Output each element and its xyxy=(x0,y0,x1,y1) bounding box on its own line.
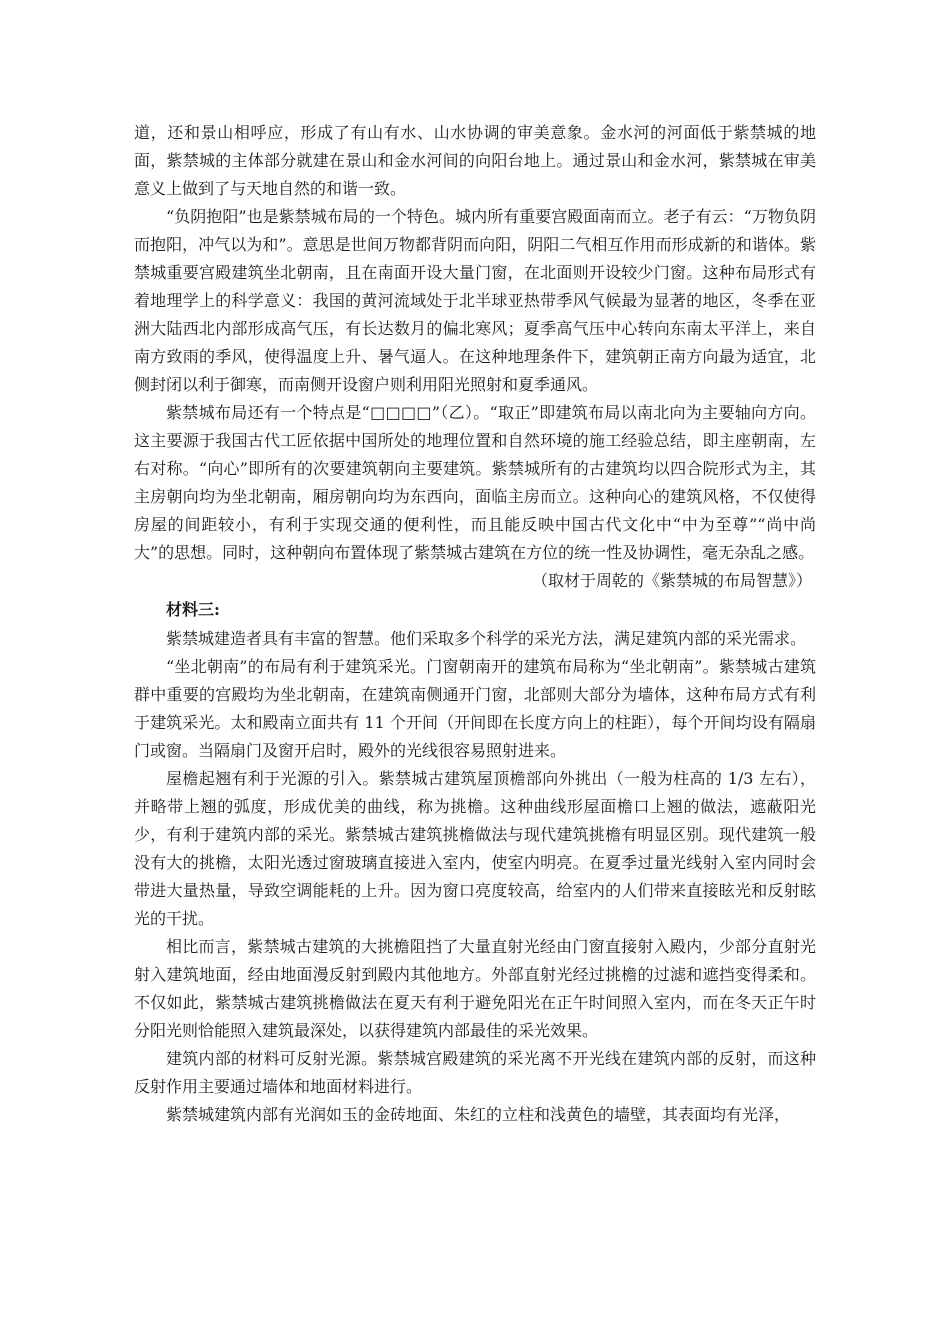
paragraph-comparison: 相比而言，紫禁城古建筑的大挑檐阻挡了大量直射光经由门窗直接射入殿内，少部分直射光射入建筑地面，经由地面漫反射到殿内其他地方。外部直射光经过挑檐的过滤和遮挡变得柔和。不仅如此，紫禁城古建筑挑檐做法在夏天有利于避免阳光在正午时间照入室内，而在冬天正午时分阳光则恰能照入建筑最深处，以获得建筑内部最佳的采光效果。 xyxy=(134,937,816,1040)
paragraph-interior-surfaces: 紫禁城建筑内部有光润如玉的金砖地面、朱红的立柱和浅黄色的墙壁，其表面均有光泽， xyxy=(166,1105,791,1124)
paragraph-materials: 建筑内部的材料可反射光源。紫禁城宫殿建筑的采光离不开光线在建筑内部的反射，而这种反射作用主要通过墙体和地面材料进行。 xyxy=(134,1049,816,1096)
paragraph-fuyin-baoyang: “负阴抱阳”也是紫禁城布局的一个特色。城内所有重要宫殿面南而立。老子有云：“万物负阴而抱阳，冲气以为和”。意思是世间万物都背阴而向阳，阴阳二气相互作用而形成新的和谐体。紫禁城重要宫殿建筑坐北朝南，且在南面开设大量门窗，在北面则开设较少门窗。这种布局形式有着地理学上的科学意义：我国的黄河流域处于北半球亚热带季风气候最为显著的地区，冬季在亚洲大陆西北内部形成高气压，有长达数月的偏北寒风；夏季高气压中心转向东南太平洋上，来自南方致雨的季风，使得温度上升、暑气逼人。在这种地理条件下，建筑朝正南方向最为适宜，北侧封闭以利于御寒，而南侧开设窗户则利用阳光照射和夏季通风。 xyxy=(134,207,816,394)
paragraph-intro-lighting: 紫禁城建造者具有丰富的智慧。他们采取多个科学的采光方法，满足建筑内部的采光需求。 xyxy=(166,629,807,648)
paragraph-quzheng-xiangxin: 紫禁城布局还有一个特点是“□□□□”（乙）。“取正”即建筑布局以南北向为主要轴向方向。这主要源于我国古代工匠依据中国所处的地理位置和自然环境的施工经验总结，即主座朝南，左右对称。“向心”即所有的次要建筑朝向主要建筑。紫禁城所有的古建筑均以四合院形式为主，其主房朝向均为坐北朝南，厢房朝向均为东西向，面临主房而立。这种向心的建筑风格，不仅使得房屋的间距较小，有利于实现交通的便利性，而且能反映中国古代文化中“中为至尊”“尚中尚大”的思想。同时，这种朝向布置体现了紫禁城古建筑在方位的统一性及协调性，毫无杂乱之感。 xyxy=(134,403,816,562)
paragraph-south-facing: “坐北朝南”的布局有利于建筑采光。门窗朝南开的建筑布局称为“坐北朝南”。紫禁城古建筑群中重要的宫殿均为坐北朝南，在建筑南侧通开门窗，北部则大部分为墙体，这种布局方式有利于建筑采光。太和殿南立面共有 11 个开间（开间即在长度方向上的柱距），每个开间均设有隔扇门或窗。当隔扇门及窗开启时，殿外的光线很容易照射进来。 xyxy=(134,657,816,760)
material-three-heading: 材料三: xyxy=(166,600,220,619)
paragraph-eaves: 屋檐起翘有利于光源的引入。紫禁城古建筑屋顶檐部向外挑出（一般为柱高的 1/3 左右），并略带上翘的弧度，形成优美的曲线，称为挑檐。这种曲线形屋面檐口上翘的做法，遮蔽阳光少，有利于建筑内部的采光。紫禁城古建筑挑檐做法与现代建筑挑檐有明显区别。现代建筑一般没有大的挑檐，太阳光透过窗玻璃直接进入室内，使室内明亮。在夏季过量光线射入室内同时会带进大量热量，导致空调能耗的上升。因为窗口亮度较高，给室内的人们带来直接眩光和反射眩光的干扰。 xyxy=(134,769,816,928)
paragraph-continuation: 道，还和景山相呼应，形成了有山有水、山水协调的审美意象。金水河的河面低于紫禁城的地面，紫禁城的主体部分就建在景山和金水河间的向阳台地上。通过景山和金水河，紫禁城在审美意义上做到了与天地自然的和谐一致。 xyxy=(134,123,816,198)
source-note: （取材于周乾的《紫禁城的布局智慧》） xyxy=(531,571,812,590)
